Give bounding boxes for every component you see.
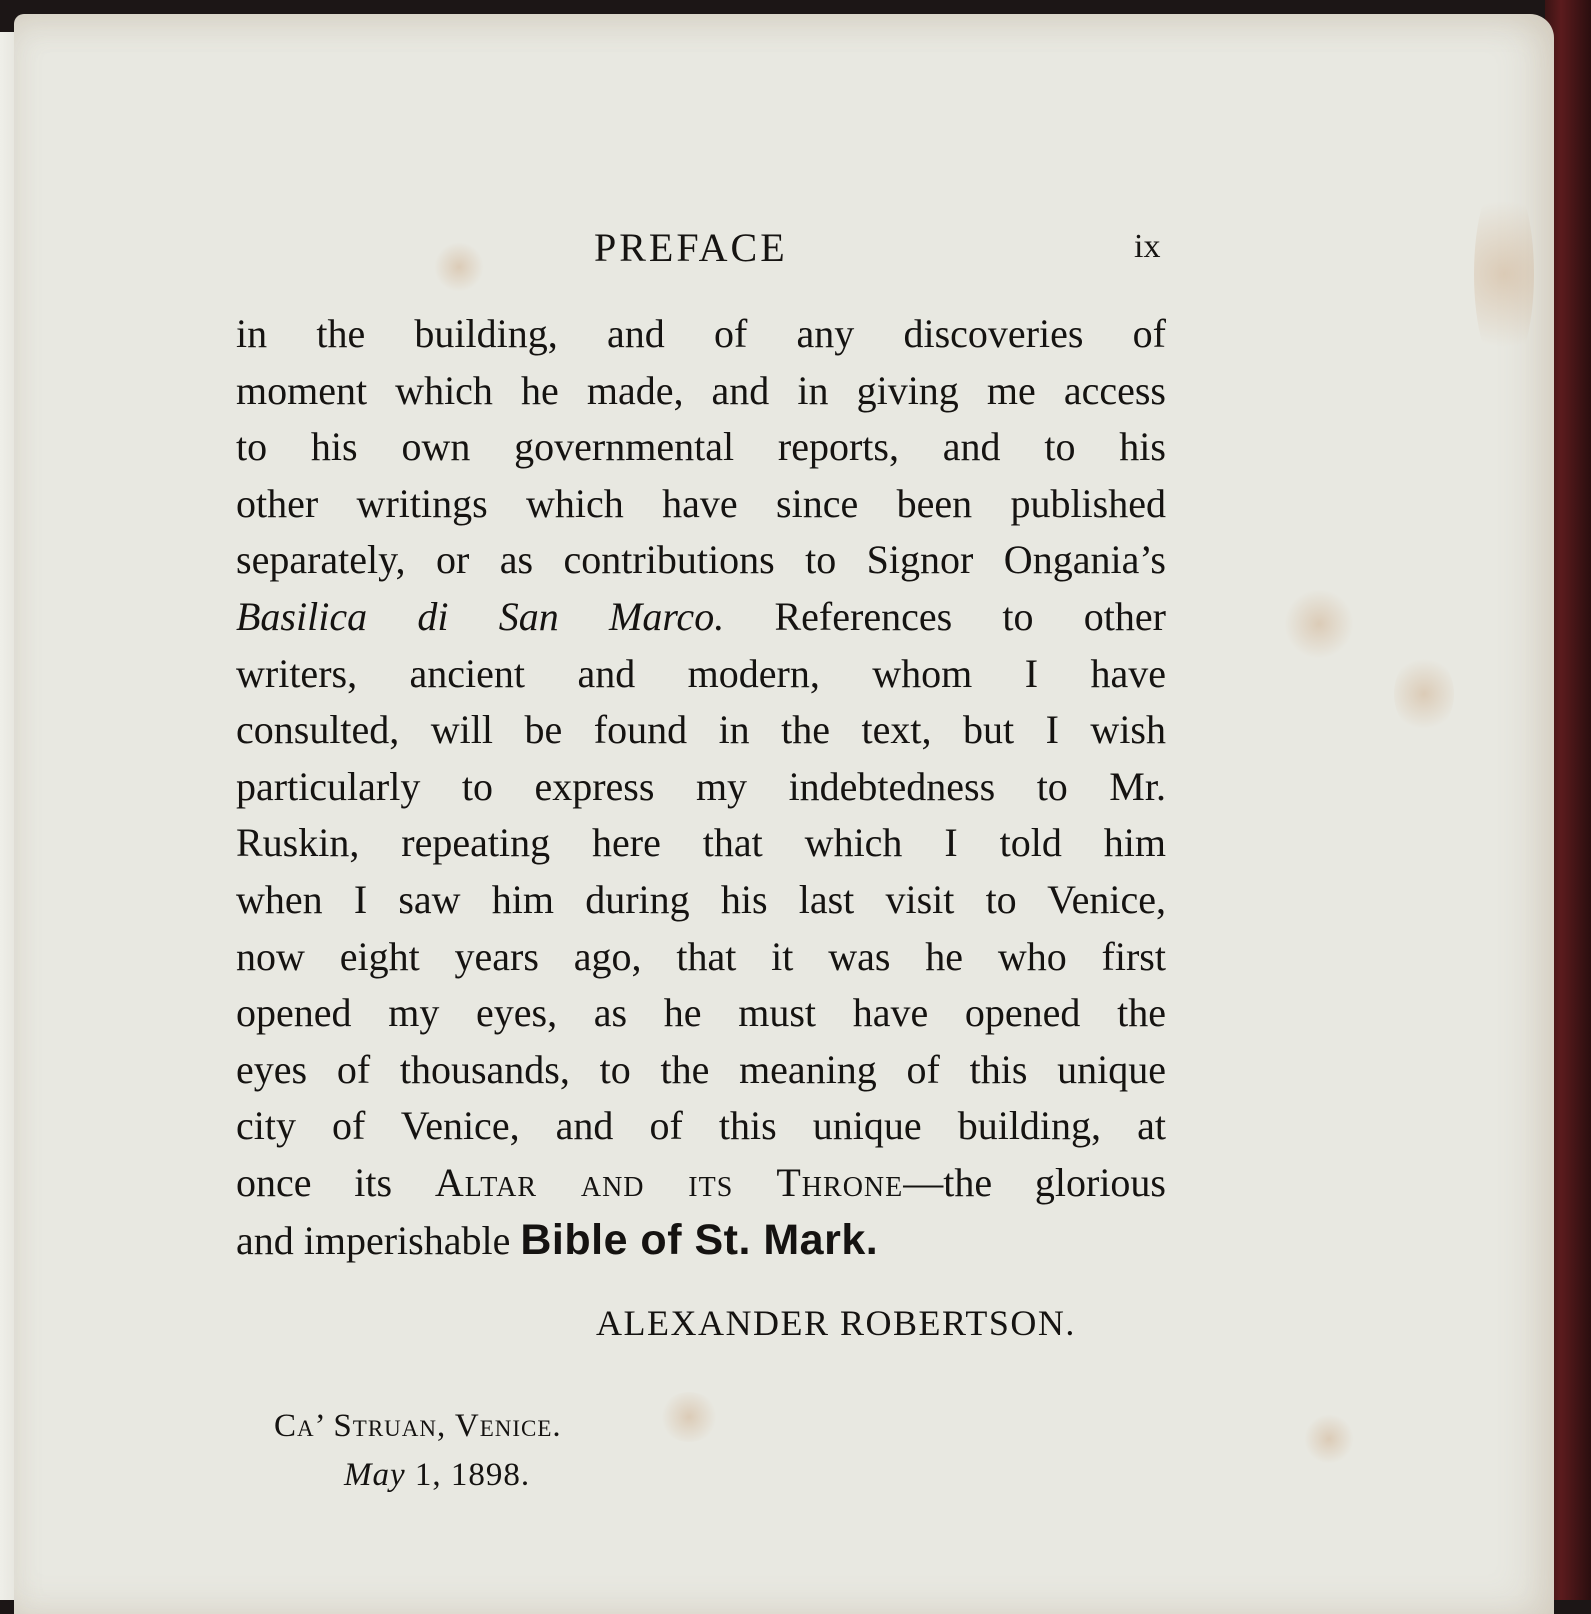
- date-line: [344, 1457, 530, 1494]
- text-line: in the building, and of any discoveries of: [236, 311, 1166, 356]
- foxing-stain: [434, 242, 484, 292]
- text-line: moment which he made, and in giving me access: [236, 367, 1166, 413]
- text-line: [236, 1212, 1166, 1270]
- text-line: eyes of thousands, to the meaning of this unique: [236, 1046, 1166, 1092]
- preface-body: [236, 306, 1166, 1269]
- bold-phrase: Bible of St. Mark.: [520, 1215, 879, 1264]
- smallcaps-phrase: Altar and its Throne: [434, 1159, 904, 1205]
- foxing-stain: [659, 1392, 719, 1442]
- text-fragment: once its: [236, 1159, 393, 1205]
- text-line: to his own governmental reports, and to his: [236, 424, 1166, 470]
- text-line: other writings which have since been published: [236, 480, 1166, 526]
- text-fragment: —the glorious: [903, 1159, 1166, 1205]
- text-line: opened my eyes, as he must have opened the: [236, 990, 1166, 1036]
- text-line: Ruskin, repeating here that which I told him: [236, 820, 1166, 866]
- date-rest: 1, 1898.: [414, 1457, 531, 1493]
- text-line: particularly to express my indebtedness to Mr.: [236, 763, 1166, 809]
- text-line: [236, 589, 1166, 646]
- text-line: consulted, will be found in the text, but I wish: [236, 707, 1166, 753]
- author-signature: ALEXANDER ROBERTSON.: [596, 1303, 1076, 1343]
- foxing-stain: [1474, 174, 1534, 374]
- text-line: writers, ancient and modern, whom I have: [236, 650, 1166, 696]
- text-line: city of Venice, and of this unique building, at: [236, 1103, 1166, 1149]
- italic-title: Basilica di San Marco.: [236, 593, 725, 639]
- text-line: [236, 1155, 1166, 1212]
- page-number: ix: [1134, 228, 1161, 265]
- text-line: when I saw him during his last visit to Venice,: [236, 876, 1166, 922]
- date-month: May: [344, 1457, 406, 1493]
- foxing-stain: [1394, 654, 1454, 734]
- book-page: [14, 14, 1554, 1614]
- text-line: separately, or as contributions to Signor Ongania’s: [236, 537, 1166, 583]
- text-fragment: and imperishable: [236, 1217, 511, 1263]
- running-title: PREFACE: [594, 225, 788, 270]
- text-fragment: References to other: [774, 593, 1166, 639]
- place-line: Ca’ Struan, Venice.: [274, 1408, 562, 1444]
- foxing-stain: [1284, 589, 1354, 659]
- foxing-stain: [1304, 1414, 1354, 1464]
- text-line: now eight years ago, that it was he who first: [236, 933, 1166, 979]
